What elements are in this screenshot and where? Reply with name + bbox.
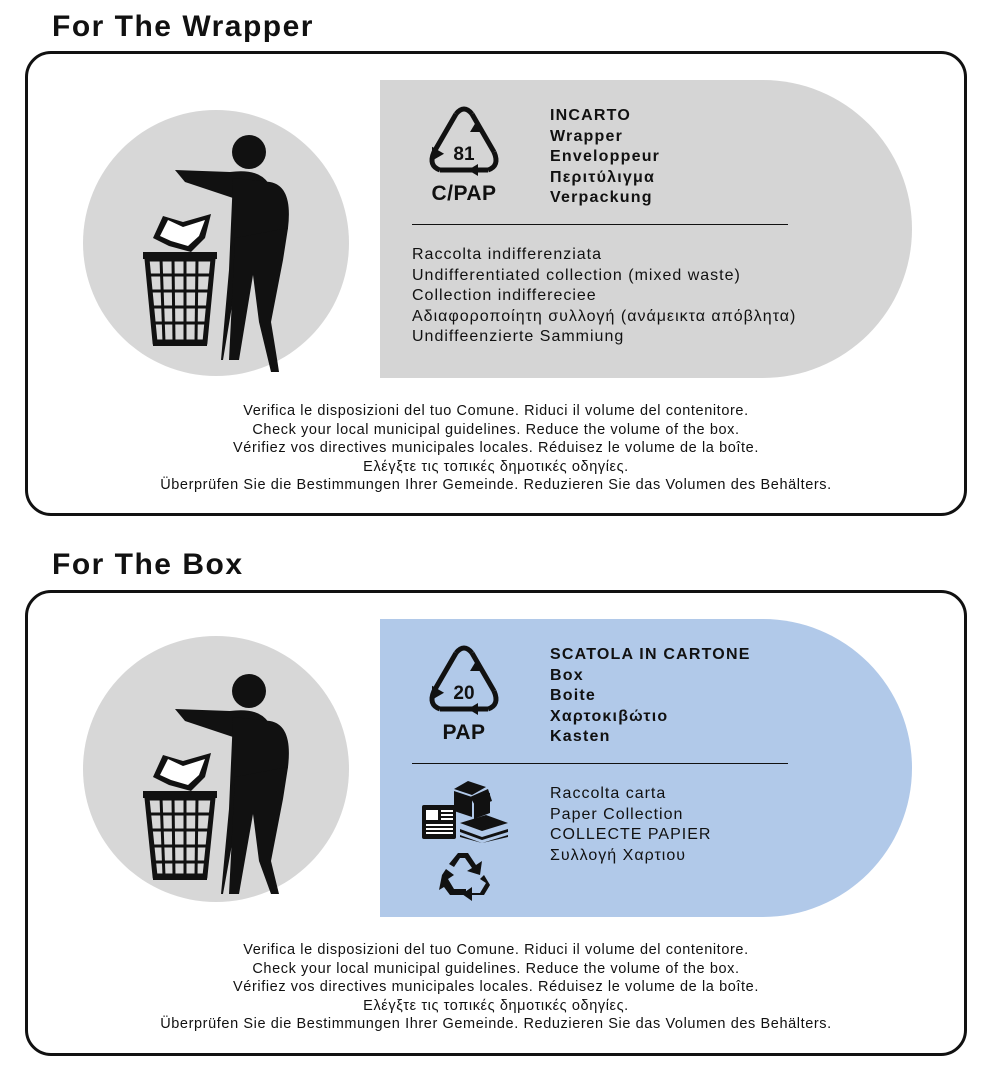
divider (412, 763, 788, 764)
guideline-line: Verifica le disposizioni del tuo Comune. Riduci il volume del contenitore. (243, 403, 749, 419)
person-throwing-trash-icon (83, 636, 349, 902)
wrapper-card (25, 51, 967, 516)
box-disposal-icon-circle (83, 636, 349, 902)
collection-line: Αδιαφοροποίητη συλλογή (ανάμεικτα απόβλητα) (412, 307, 797, 325)
box-section-title: For The Box (52, 548, 244, 581)
recycling-triangle-icon (422, 645, 506, 717)
material-name: Kasten (550, 728, 611, 745)
collection-line: Collection indiffereciee (412, 287, 597, 304)
collection-line: Συλλογή Χαρτιου (550, 846, 686, 864)
guideline-line: Vérifiez vos directives municipales locales. Réduisez le volume de la boîte. (233, 440, 759, 457)
material-name: Περιτύλιγμα (550, 168, 656, 186)
material-name: Χαρτοκιβώτιο (550, 707, 669, 725)
person-throwing-trash-icon (83, 110, 349, 376)
guideline-line: Überprüfen Sie die Bestimmungen Ihrer Gemeinde. Reduzieren Sie das Volumen des Behälters. (160, 1016, 832, 1033)
collection-instructions (550, 784, 711, 866)
material-name: Wrapper (550, 127, 624, 145)
collection-line: Paper Collection (550, 805, 684, 823)
guideline-line: Check your local municipal guidelines. Reduce the volume of the box. (252, 421, 740, 438)
recycle-abbreviation: PAP (442, 721, 486, 744)
recycle-abbreviation: C/PAP (431, 182, 497, 205)
collection-instructions (412, 245, 796, 348)
collection-line: Undifferentiated collection (mixed waste) (412, 266, 741, 284)
municipal-guidelines (28, 941, 964, 1034)
guideline-line: Check your local municipal guidelines. Reduce the volume of the box. (252, 960, 740, 977)
collection-line: Raccolta carta (550, 785, 667, 802)
collection-line: COLLECTE PAPIER (550, 826, 712, 843)
guideline-line: Verifica le disposizioni del tuo Comune. Riduci il volume del contenitore. (243, 942, 749, 958)
divider (412, 224, 788, 225)
paper-and-boxes-icon (420, 779, 510, 843)
recycling-triangle-icon (422, 106, 506, 178)
box-card (25, 590, 967, 1056)
material-name: Verpackung (550, 189, 653, 206)
wrapper-section-title: For The Wrapper (52, 10, 314, 43)
guideline-line: Ελέγξτε τις τοπικές δημοτικές οδηγίες. (363, 458, 629, 475)
material-name: SCATOLA IN CARTONE (550, 646, 751, 663)
material-name-list (550, 106, 660, 209)
collection-line: Undiffeenzierte Sammiung (412, 328, 625, 345)
guideline-line: Ελέγξτε τις τοπικές δημοτικές οδηγίες. (363, 997, 629, 1014)
recycle-code: 81 (453, 144, 475, 165)
material-name: INCARTO (550, 107, 631, 124)
collection-line: Raccolta indifferenziata (412, 246, 603, 263)
wrapper-disposal-icon-circle (83, 110, 349, 376)
box-info-panel (380, 619, 912, 917)
guideline-line: Vérifiez vos directives municipales locales. Réduisez le volume de la boîte. (233, 979, 759, 996)
municipal-guidelines (28, 402, 964, 495)
guideline-line: Überprüfen Sie die Bestimmungen Ihrer Gemeinde. Reduzieren Sie das Volumen des Behälters. (160, 477, 832, 494)
recycle-arrows-icon (436, 849, 492, 903)
recycle-code: 20 (453, 683, 475, 704)
material-name: Enveloppeur (550, 148, 661, 165)
material-name-list (550, 645, 751, 748)
wrapper-info-panel (380, 80, 912, 378)
material-name: Boite (550, 687, 596, 704)
material-name: Box (550, 666, 584, 684)
